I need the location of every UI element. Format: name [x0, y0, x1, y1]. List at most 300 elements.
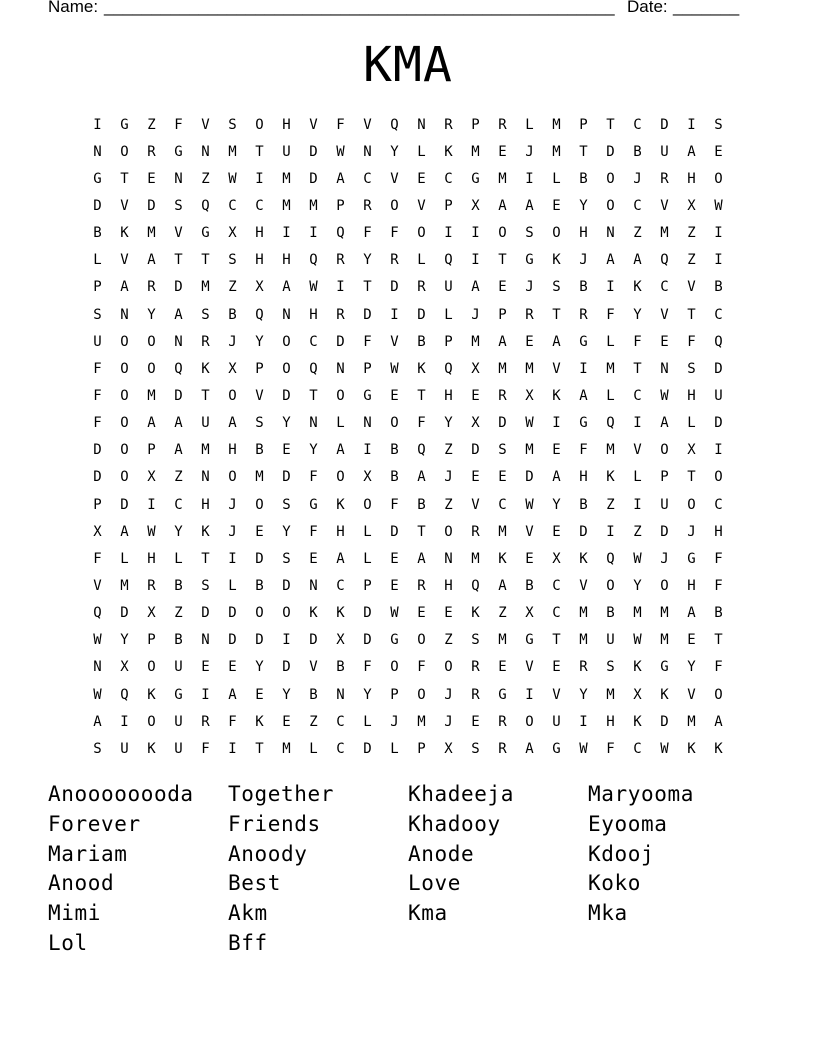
grid-letter: K	[660, 686, 669, 703]
grid-letter: D	[147, 197, 156, 214]
grid-letter: X	[255, 279, 264, 296]
grid-letter: Y	[363, 686, 372, 703]
grid-letter: A	[552, 469, 561, 486]
grid-letter: J	[579, 252, 588, 269]
grid-letter: V	[201, 116, 210, 133]
grid-letter: K	[579, 550, 588, 567]
grid-letter: R	[417, 577, 426, 594]
grid-letter: F	[228, 713, 237, 730]
grid-letter: O	[714, 686, 723, 703]
grid-letter: N	[174, 333, 183, 350]
grid-letter: V	[552, 360, 561, 377]
grid-letter: J	[660, 550, 669, 567]
grid-letter: G	[120, 116, 129, 133]
grid-letter: F	[93, 387, 102, 404]
grid-letter: W	[660, 740, 669, 757]
word-list-item: Khadeeja	[408, 782, 514, 806]
word-list-item: Friends	[228, 811, 321, 836]
grid-letter: I	[579, 713, 588, 730]
grid-letter: Q	[606, 415, 615, 432]
grid-letter: M	[255, 469, 264, 486]
date-field: _______	[673, 0, 740, 16]
grid-letter: E	[201, 659, 210, 676]
grid-letter: U	[552, 713, 561, 730]
grid-letter: T	[579, 143, 588, 160]
grid-letter: Y	[579, 197, 588, 214]
grid-letter: F	[633, 333, 642, 350]
grid-letter: N	[174, 170, 183, 187]
grid-letter: W	[93, 686, 102, 703]
grid-letter: T	[363, 279, 372, 296]
grid-letter: K	[552, 387, 561, 404]
grid-letter: Z	[633, 225, 642, 242]
grid-letter: N	[309, 577, 318, 594]
grid-letter: X	[471, 360, 480, 377]
grid-letter: I	[606, 279, 615, 296]
grid-letter: P	[336, 197, 345, 214]
grid-letter: E	[147, 170, 156, 187]
grid-letter: V	[93, 577, 102, 594]
grid-letter: H	[309, 306, 318, 323]
grid-letter: D	[660, 116, 669, 133]
grid-letter: X	[120, 659, 129, 676]
grid-letter: N	[201, 143, 210, 160]
grid-letter: N	[444, 550, 453, 567]
grid-letter: C	[633, 387, 642, 404]
grid-letter: Y	[309, 442, 318, 459]
grid-letter: O	[363, 496, 372, 513]
grid-letter: A	[525, 740, 534, 757]
grid-letter: Y	[687, 659, 696, 676]
grid-letter: X	[687, 442, 696, 459]
grid-letter: M	[147, 387, 156, 404]
grid-letter: O	[336, 387, 345, 404]
grid-letter: M	[579, 632, 588, 649]
grid-letter: D	[120, 605, 129, 622]
grid-letter: B	[579, 170, 588, 187]
grid-letter: A	[498, 333, 507, 350]
word-list-item: Mariam	[48, 841, 128, 866]
grid-letter: O	[120, 387, 129, 404]
grid-letter: R	[444, 116, 453, 133]
grid-letter: L	[417, 252, 426, 269]
word-list-item: Love	[408, 871, 461, 896]
grid-letter: P	[93, 496, 102, 513]
grid-letter: N	[336, 686, 345, 703]
grid-letter: E	[552, 523, 561, 540]
grid-letter: M	[498, 523, 507, 540]
grid-letter: O	[390, 415, 399, 432]
grid-letter: S	[552, 279, 561, 296]
grid-letter: H	[201, 496, 210, 513]
grid-letter: G	[552, 740, 561, 757]
grid-letter: J	[390, 713, 399, 730]
grid-letter: U	[174, 740, 183, 757]
grid-letter: R	[336, 306, 345, 323]
grid-letter: T	[201, 387, 210, 404]
grid-letter: N	[606, 225, 615, 242]
grid-letter: A	[336, 442, 345, 459]
grid-letter: I	[525, 170, 534, 187]
grid-letter: U	[201, 415, 210, 432]
grid-letter: Y	[255, 333, 264, 350]
grid-letter: A	[174, 442, 183, 459]
grid-letter: U	[120, 740, 129, 757]
grid-letter: C	[714, 496, 723, 513]
grid-letter: I	[282, 225, 291, 242]
grid-letter: C	[336, 740, 345, 757]
grid-letter: I	[525, 686, 534, 703]
grid-letter: B	[228, 306, 237, 323]
grid-letter: C	[363, 170, 372, 187]
grid-letter: E	[390, 577, 399, 594]
grid-letter: M	[660, 605, 669, 622]
grid-letter: R	[147, 279, 156, 296]
grid-letter: N	[309, 415, 318, 432]
word-list-item: Anode	[408, 841, 475, 866]
grid-letter: A	[417, 550, 426, 567]
grid-letter: R	[471, 659, 480, 676]
grid-letter: M	[606, 686, 615, 703]
grid-letter: Q	[444, 360, 453, 377]
grid-letter: W	[147, 523, 156, 540]
grid-letter: E	[309, 550, 318, 567]
grid-letter: Z	[687, 225, 696, 242]
grid-letter: V	[687, 686, 696, 703]
grid-letter: T	[201, 252, 210, 269]
grid-letter: S	[228, 116, 237, 133]
grid-letter: Z	[687, 252, 696, 269]
grid-letter: J	[633, 170, 642, 187]
grid-letter: A	[579, 387, 588, 404]
grid-letter: S	[282, 550, 291, 567]
grid-letter: Z	[147, 116, 156, 133]
grid-letter: C	[552, 605, 561, 622]
grid-letter: M	[579, 605, 588, 622]
grid-letter: E	[552, 659, 561, 676]
grid-letter: F	[390, 225, 399, 242]
grid-letter: X	[147, 469, 156, 486]
grid-letter: E	[282, 442, 291, 459]
grid-letter: N	[282, 306, 291, 323]
grid-letter: C	[660, 279, 669, 296]
grid-letter: P	[660, 469, 669, 486]
grid-letter: K	[147, 686, 156, 703]
grid-letter: V	[309, 659, 318, 676]
grid-letter: W	[633, 632, 642, 649]
grid-letter: H	[228, 442, 237, 459]
grid-letter: T	[309, 387, 318, 404]
grid-letter: S	[282, 496, 291, 513]
grid-letter: V	[174, 225, 183, 242]
grid-letter: Q	[120, 686, 129, 703]
grid-letter: K	[444, 143, 453, 160]
grid-letter: L	[336, 415, 345, 432]
grid-letter: Q	[309, 360, 318, 377]
grid-letter: E	[255, 523, 264, 540]
grid-letter: E	[255, 686, 264, 703]
grid-letter: I	[120, 713, 129, 730]
grid-letter: Y	[174, 523, 183, 540]
grid-letter: U	[660, 496, 669, 513]
grid-letter: T	[417, 523, 426, 540]
grid-letter: L	[120, 550, 129, 567]
grid-letter: A	[336, 170, 345, 187]
grid-letter: L	[363, 523, 372, 540]
grid-letter: G	[498, 686, 507, 703]
grid-letter: D	[282, 469, 291, 486]
grid-letter: E	[282, 713, 291, 730]
grid-letter: N	[201, 469, 210, 486]
grid-letter: O	[336, 469, 345, 486]
grid-letter: Z	[444, 632, 453, 649]
grid-letter: A	[120, 279, 129, 296]
grid-letter: M	[552, 143, 561, 160]
grid-letter: E	[471, 713, 480, 730]
grid-letter: A	[282, 279, 291, 296]
grid-letter: F	[93, 415, 102, 432]
grid-letter: D	[363, 632, 372, 649]
grid-letter: T	[687, 306, 696, 323]
grid-letter: Q	[390, 116, 399, 133]
grid-letter: O	[255, 496, 264, 513]
grid-letter: Q	[660, 252, 669, 269]
grid-letter: B	[714, 279, 723, 296]
grid-letter: O	[255, 605, 264, 622]
grid-letter: P	[444, 333, 453, 350]
grid-letter: Y	[552, 496, 561, 513]
grid-letter: S	[471, 740, 480, 757]
grid-letter: L	[228, 577, 237, 594]
grid-letter: V	[390, 333, 399, 350]
grid-letter: E	[552, 442, 561, 459]
grid-letter: N	[363, 415, 372, 432]
grid-letter: R	[498, 713, 507, 730]
grid-letter: G	[390, 632, 399, 649]
grid-letter: U	[444, 279, 453, 296]
grid-letter: I	[147, 496, 156, 513]
grid-letter: G	[93, 170, 102, 187]
grid-letter: O	[147, 713, 156, 730]
grid-letter: Y	[633, 306, 642, 323]
grid-letter: P	[147, 632, 156, 649]
grid-letter: T	[633, 360, 642, 377]
grid-letter: M	[228, 143, 237, 160]
grid-letter: N	[336, 360, 345, 377]
grid-letter: D	[120, 496, 129, 513]
grid-letter: V	[687, 279, 696, 296]
grid-letter: Q	[174, 360, 183, 377]
grid-letter: D	[174, 279, 183, 296]
grid-letter: V	[363, 116, 372, 133]
grid-letter: U	[282, 143, 291, 160]
grid-letter: M	[660, 632, 669, 649]
grid-letter: V	[579, 577, 588, 594]
grid-letter: V	[552, 686, 561, 703]
grid-letter: T	[606, 116, 615, 133]
grid-letter: O	[147, 360, 156, 377]
grid-letter: A	[525, 197, 534, 214]
word-list-item: Eyooma	[588, 811, 668, 836]
grid-letter: R	[201, 713, 210, 730]
grid-letter: X	[228, 225, 237, 242]
word-list-item: Koko	[588, 871, 641, 896]
grid-letter: F	[606, 306, 615, 323]
grid-letter: E	[525, 333, 534, 350]
grid-letter: P	[471, 116, 480, 133]
grid-letter: G	[525, 632, 534, 649]
grid-letter: L	[606, 387, 615, 404]
grid-letter: F	[714, 577, 723, 594]
grid-letter: Y	[282, 686, 291, 703]
grid-letter: D	[93, 469, 102, 486]
grid-letter: D	[660, 713, 669, 730]
grid-letter: O	[120, 469, 129, 486]
grid-letter: I	[390, 306, 399, 323]
grid-letter: S	[687, 360, 696, 377]
grid-letter: I	[282, 632, 291, 649]
grid-letter: Z	[174, 469, 183, 486]
grid-letter: F	[363, 225, 372, 242]
grid-letter: Q	[606, 550, 615, 567]
grid-letter: B	[390, 442, 399, 459]
grid-letter: E	[417, 170, 426, 187]
grid-letter: J	[525, 143, 534, 160]
grid-letter: M	[282, 197, 291, 214]
grid-letter: E	[471, 387, 480, 404]
grid-letter: E	[498, 279, 507, 296]
grid-letter: G	[174, 143, 183, 160]
grid-letter: P	[363, 360, 372, 377]
grid-letter: D	[579, 523, 588, 540]
grid-letter: M	[525, 442, 534, 459]
grid-letter: C	[552, 577, 561, 594]
grid-letter: B	[714, 605, 723, 622]
grid-letter: D	[174, 387, 183, 404]
grid-letter: W	[336, 143, 345, 160]
grid-letter: V	[660, 197, 669, 214]
grid-letter: K	[255, 713, 264, 730]
grid-letter: B	[309, 686, 318, 703]
grid-letter: G	[309, 496, 318, 513]
date-label: Date:	[627, 0, 668, 16]
page-title: KMA	[363, 37, 453, 93]
grid-letter: F	[309, 469, 318, 486]
grid-letter: L	[633, 469, 642, 486]
grid-letter: R	[471, 686, 480, 703]
grid-letter: K	[633, 279, 642, 296]
grid-letter: F	[174, 116, 183, 133]
grid-letter: Z	[444, 442, 453, 459]
grid-letter: A	[714, 713, 723, 730]
grid-letter: D	[498, 415, 507, 432]
grid-letter: B	[579, 496, 588, 513]
grid-letter: D	[390, 523, 399, 540]
grid-letter: A	[633, 252, 642, 269]
grid-letter: O	[714, 170, 723, 187]
grid-letter: F	[309, 523, 318, 540]
grid-letter: K	[336, 496, 345, 513]
grid-letter: M	[471, 143, 480, 160]
header	[48, 0, 768, 21]
grid-letter: X	[336, 632, 345, 649]
grid-letter: B	[174, 632, 183, 649]
grid-letter: U	[606, 632, 615, 649]
grid-letter: U	[174, 659, 183, 676]
grid-letter: V	[255, 387, 264, 404]
grid-letter: Y	[255, 659, 264, 676]
grid-letter: X	[552, 550, 561, 567]
grid-letter: R	[498, 116, 507, 133]
grid-letter: S	[174, 197, 183, 214]
grid-letter: D	[525, 469, 534, 486]
grid-letter: T	[201, 550, 210, 567]
grid-letter: V	[417, 197, 426, 214]
grid-letter: M	[201, 442, 210, 459]
grid-letter: G	[579, 333, 588, 350]
grid-letter: A	[606, 252, 615, 269]
grid-letter: A	[687, 605, 696, 622]
grid-letter: J	[228, 496, 237, 513]
grid-letter: V	[660, 306, 669, 323]
grid-letter: M	[606, 360, 615, 377]
grid-letter: X	[363, 469, 372, 486]
grid-letter: M	[282, 170, 291, 187]
grid-letter: L	[606, 333, 615, 350]
grid-letter: I	[201, 686, 210, 703]
grid-letter: E	[444, 605, 453, 622]
grid-letter: N	[93, 659, 102, 676]
grid-letter: R	[363, 197, 372, 214]
grid-letter: T	[174, 252, 183, 269]
grid-letter: M	[498, 360, 507, 377]
grid-letter: I	[309, 225, 318, 242]
grid-letter: R	[147, 143, 156, 160]
grid-letter: K	[120, 225, 129, 242]
grid-letter: P	[255, 360, 264, 377]
grid-letter: R	[471, 523, 480, 540]
grid-letter: O	[606, 170, 615, 187]
grid-letter: D	[255, 550, 264, 567]
grid-letter: O	[606, 197, 615, 214]
word-list-item: Together	[228, 782, 334, 806]
grid-letter: O	[120, 333, 129, 350]
grid-letter: W	[525, 415, 534, 432]
grid-letter: R	[498, 387, 507, 404]
grid-letter: I	[633, 415, 642, 432]
grid-letter: G	[579, 415, 588, 432]
grid-letter: C	[336, 577, 345, 594]
word-list-item: Khadooy	[408, 811, 501, 836]
grid-letter: D	[93, 197, 102, 214]
grid-letter: I	[579, 360, 588, 377]
grid-letter: S	[525, 225, 534, 242]
grid-letter: I	[606, 523, 615, 540]
grid-letter: T	[687, 469, 696, 486]
grid-letter: E	[498, 143, 507, 160]
grid-letter: Y	[444, 415, 453, 432]
grid-letter: S	[714, 116, 723, 133]
grid-letter: M	[120, 577, 129, 594]
grid-letter: V	[633, 442, 642, 459]
grid-letter: O	[282, 360, 291, 377]
grid-letter: W	[93, 632, 102, 649]
grid-letter: F	[363, 333, 372, 350]
grid-letter: B	[336, 659, 345, 676]
grid-letter: L	[417, 143, 426, 160]
grid-letter: D	[471, 442, 480, 459]
word-list	[48, 780, 768, 959]
